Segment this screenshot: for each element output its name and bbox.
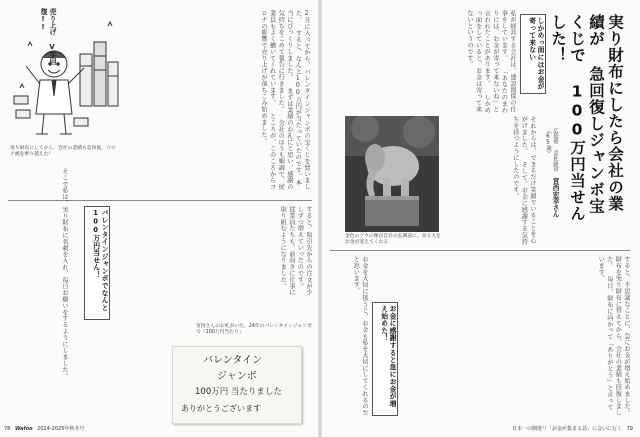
issue-label: 2024-2025年秋冬号	[37, 426, 85, 432]
page-gutter	[318, 0, 322, 437]
text-column: すると、なんと100万円が当たっていたのです。本当にびっくりしました。	[285, 10, 302, 187]
text-column: それからは、できるだけ笑顔でいることを心がけました。	[520, 116, 536, 244]
footer-title: 日本一の開運リ「お金が集まる話」に会いに行く	[512, 426, 623, 432]
byline-prefecture: 広島県	[552, 128, 558, 145]
elephant-photo-caption: 金色のゾウの像が自社の玄関前に。来る人をお金が迎えてくれる	[345, 234, 441, 246]
text-column: しかめっ面をしていると、お金は寄って来ないというのです。	[466, 10, 491, 114]
byline	[540, 128, 558, 228]
byline-age: （65歳）	[545, 128, 551, 157]
sidebar-heading-box	[84, 206, 110, 320]
note-line: 100万円 当たりました	[195, 387, 282, 397]
text-column: 従業員たちも、前向きに仕事に取り組むようになりました。	[279, 206, 295, 296]
headline-line: 実り財布にしたら会社の業績が	[587, 14, 624, 212]
right-body-text-middle	[446, 116, 536, 246]
right-body-text-lower-left	[330, 256, 368, 416]
text-column: 「あなたのまわりには、お金が寄って来ないね」と言われたことがあります。	[483, 10, 508, 114]
text-column: すると、不思議なことに、急にお金が増え始めました。	[623, 256, 630, 416]
subheading-1: しかめっ面にはお金が寄って来ない	[527, 17, 544, 90]
text-column: お金を大切に扱うと、お金も私を大切にしてくれるのだと思います。	[352, 256, 368, 416]
left-footer	[4, 425, 84, 432]
elephant-statue-photo	[345, 116, 439, 232]
headline-line: 急回復しジャンボ宝くじで	[568, 14, 605, 215]
text-column: ところが、このころからコロナの影響で売り上げが落ちこみ始めました。	[260, 10, 276, 190]
text-column: すると、取引先からの注文が少しずつ増えていったのです。	[296, 206, 312, 296]
elephant-statue-image	[345, 116, 439, 232]
subheading-2: お金に感謝すると急にお金が増え始めた！	[379, 305, 396, 408]
text-column: 2月に入ってから、バレンタインジャンボの宝くじを買いました。	[294, 10, 310, 190]
note-line: ジャンボ	[217, 371, 257, 382]
text-column: そこで私は、実り財布に名刺を入れ、毎日お願いをするようにしました。	[61, 168, 68, 380]
right-body-text-lower-right	[420, 256, 630, 416]
text-column: そして、お金に感謝する気持ちを持つようにしたのです。	[511, 116, 528, 245]
right-footer	[512, 425, 633, 432]
page-number: 78	[4, 426, 11, 432]
subheading-box-1	[520, 14, 546, 94]
text-column: まずは業績のお礼にと思い、感謝の気持ちをこめて報告に行きました。	[277, 10, 293, 190]
text-column: 私が経営する会社は、建設関係の仕事をしています。	[500, 10, 516, 113]
businessman-illustration	[8, 6, 126, 146]
byline-name: 宮西宏幸さん	[551, 177, 559, 218]
horizontal-rule	[330, 250, 630, 251]
illustration-bubble: 売り上げ V字回復!!	[39, 8, 56, 65]
left-body-text-lower	[116, 206, 312, 296]
magazine-logo: Wafoo	[14, 426, 33, 432]
text-column: 会社のほうも順調で、従業員もよく働いてくれています。	[268, 10, 285, 190]
handwritten-note-photo	[172, 346, 302, 424]
right-body-text-upper	[330, 10, 516, 114]
note-photo-caption: 宮西さんのお札がいた。24年のバレンタインジャンボで「100万円当たり」	[196, 324, 312, 336]
note-line: ありがとうございます	[181, 404, 261, 413]
note-line: バレンタイン	[203, 355, 263, 366]
headline-line: 100万円当せんした！	[549, 14, 586, 222]
text-column: 財布を実り財布に替えてから、会社の業績も回復しました。	[605, 256, 622, 416]
byline-role: 会社経営	[552, 150, 558, 172]
illustration-caption: 実り財布にしてから、会社の業績も急回復。コロナ禍を乗り越えた！	[10, 146, 116, 158]
left-body-text-lower-left	[8, 168, 68, 393]
sidebar-heading: バレンタインジャンボでなんと100万円当せん！	[91, 209, 108, 312]
left-body-text-upper	[134, 10, 310, 190]
text-column: 毎日、財布に向かって「ありがとう」と言っています。	[597, 256, 613, 411]
subheading-box-2	[372, 302, 398, 416]
page-number: 79	[626, 426, 633, 432]
